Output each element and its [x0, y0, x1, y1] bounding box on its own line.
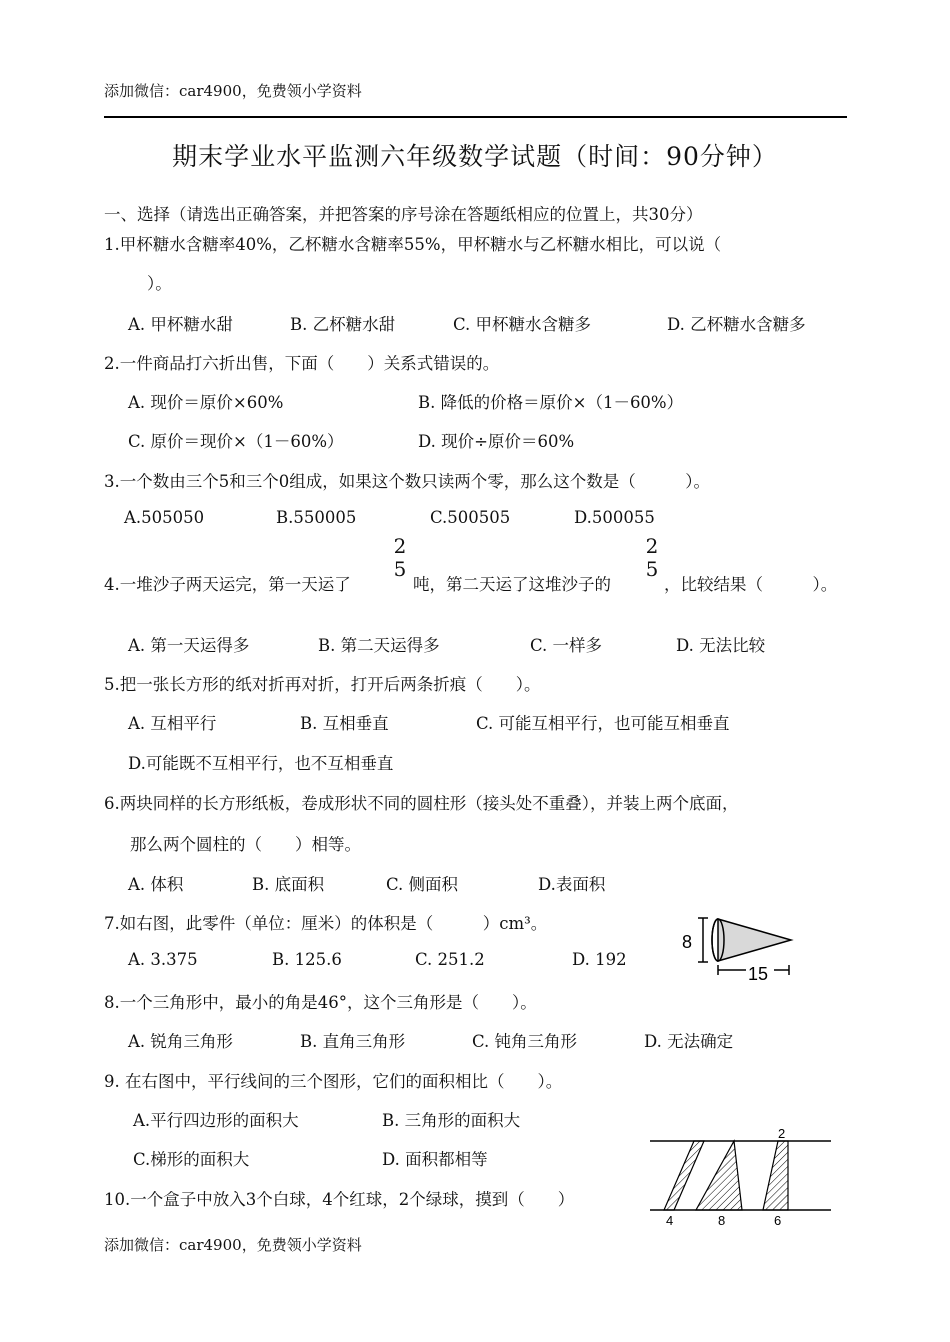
question-3-text: 3.一个数由三个5和三个0组成，如果这个数只读两个零，那么这个数是（ ）。 — [104, 472, 710, 491]
fraction-1-numerator: 2 — [393, 534, 407, 558]
parallelogram-shape — [664, 1141, 704, 1210]
parallel-shapes-figure — [648, 1122, 833, 1230]
question-9-option-c[interactable]: C.梯形的面积大 — [133, 1150, 250, 1169]
cone-body — [718, 919, 791, 961]
footer-note: 添加微信：car4900，免费领小学资料 — [104, 1236, 362, 1254]
question-7-option-b[interactable]: B. 125.6 — [272, 950, 342, 969]
question-3-option-b[interactable]: B.550005 — [276, 508, 357, 527]
question-4-option-b[interactable]: B. 第二天运得多 — [318, 636, 440, 655]
question-2-option-d[interactable]: D. 现价÷原价＝60% — [418, 432, 575, 451]
cone-length-label: 15 — [748, 964, 769, 984]
question-6-option-c[interactable]: C. 侧面积 — [386, 875, 459, 894]
question-8-option-a[interactable]: A. 锐角三角形 — [128, 1032, 233, 1051]
question-9-option-a[interactable]: A.平行四边形的面积大 — [133, 1111, 299, 1130]
question-9-option-d[interactable]: D. 面积都相等 — [382, 1150, 488, 1169]
question-5-option-b[interactable]: B. 互相垂直 — [300, 714, 389, 733]
question-1-option-b[interactable]: B. 乙杯糖水甜 — [290, 315, 396, 334]
question-7-option-d[interactable]: D. 192 — [572, 950, 627, 969]
trapezoid-shape — [763, 1141, 788, 1210]
question-6-text: 6.两块同样的长方形纸板，卷成形状不同的圆柱形（接头处不重叠），并装上两个底面， — [104, 794, 739, 813]
question-2-text: 2.一件商品打六折出售，下面（ ）关系式错误的。 — [104, 354, 500, 373]
question-6-option-a[interactable]: A. 体积 — [128, 875, 184, 894]
question-3-option-d[interactable]: D.500055 — [574, 508, 655, 527]
question-1-text-cont: ）。 — [147, 274, 172, 293]
question-4-option-c[interactable]: C. 一样多 — [530, 636, 603, 655]
fraction-2-denominator: 5 — [642, 557, 662, 580]
question-7-text: 7.如右图，此零件（单位：厘米）的体积是（ ）cm³。 — [104, 914, 548, 933]
fraction-2 — [642, 535, 662, 580]
question-5-text: 5.把一张长方形的纸对折再对折，打开后两条折痕（ ）。 — [104, 675, 541, 694]
figure-label-top: 2 — [778, 1126, 786, 1141]
question-8-text: 8.一个三角形中，最小的角是46°，这个三角形是（ ）。 — [104, 993, 537, 1012]
question-3-option-c[interactable]: C.500505 — [430, 508, 511, 527]
question-4-option-a[interactable]: A. 第一天运得多 — [128, 636, 250, 655]
figure-label-triangle: 8 — [718, 1213, 726, 1228]
question-5-option-c[interactable]: C. 可能互相平行，也可能互相垂直 — [476, 714, 730, 733]
question-7-option-a[interactable]: A. 3.375 — [128, 950, 198, 969]
question-10-text: 10.一个盒子中放入3个白球，4个红球，2个绿球，摸到（ ） — [104, 1190, 575, 1209]
question-7-option-c[interactable]: C. 251.2 — [415, 950, 485, 969]
fraction-1-denominator: 5 — [390, 557, 410, 580]
question-4-text-mid: 吨，第二天运了这堆沙子的 — [413, 575, 611, 594]
figure-label-trapezoid: 6 — [774, 1213, 782, 1228]
question-4-text: 4.一堆沙子两天运完，第一天运了 — [104, 575, 351, 594]
header-note: 添加微信：car4900，免费领小学资料 — [104, 82, 362, 100]
question-6-text-cont: 那么两个圆柱的（ ）相等。 — [130, 835, 361, 854]
question-9-text: 9. 在右图中，平行线间的三个图形，它们的面积相比（ ）。 — [104, 1072, 563, 1091]
question-5-option-d[interactable]: D.可能既不互相平行，也不互相垂直 — [128, 754, 394, 773]
question-8-option-d[interactable]: D. 无法确定 — [644, 1032, 734, 1051]
page-title: 期末学业水平监测六年级数学试题（时间：90分钟） — [172, 142, 778, 171]
question-1-option-d[interactable]: D. 乙杯糖水含糖多 — [667, 315, 806, 334]
question-6-option-b[interactable]: B. 底面积 — [252, 875, 325, 894]
figure-label-parallelogram: 4 — [666, 1213, 674, 1228]
question-2-option-c[interactable]: C. 原价＝现价×（1－60%） — [128, 432, 344, 451]
question-8-option-b[interactable]: B. 直角三角形 — [300, 1032, 406, 1051]
question-1-option-c[interactable]: C. 甲杯糖水含糖多 — [453, 315, 592, 334]
cone-figure — [676, 910, 796, 985]
triangle-shape — [696, 1141, 742, 1210]
question-4-text-end: ，比较结果（ ）。 — [664, 575, 838, 594]
fraction-1 — [390, 535, 410, 580]
question-2-option-b[interactable]: B. 降低的价格＝原价×（1－60%） — [418, 393, 684, 412]
question-1-text: 1.甲杯糖水含糖率40%，乙杯糖水含糖率55%，甲杯糖水与乙杯糖水相比，可以说（ — [104, 235, 722, 254]
section-heading: 一、选择（请选出正确答案，并把答案的序号涂在答题纸相应的位置上，共30分） — [104, 205, 703, 224]
question-8-option-c[interactable]: C. 钝角三角形 — [472, 1032, 578, 1051]
question-3-option-a[interactable]: A.505050 — [124, 508, 205, 527]
question-6-option-d[interactable]: D.表面积 — [538, 875, 606, 894]
question-9-option-b[interactable]: B. 三角形的面积大 — [382, 1111, 521, 1130]
question-1-option-a[interactable]: A. 甲杯糖水甜 — [128, 315, 233, 334]
cone-height-label: 8 — [682, 932, 693, 952]
header-divider — [104, 116, 847, 118]
question-5-option-a[interactable]: A. 互相平行 — [128, 714, 217, 733]
question-4-option-d[interactable]: D. 无法比较 — [676, 636, 766, 655]
fraction-2-numerator: 2 — [645, 534, 659, 558]
question-2-option-a[interactable]: A. 现价＝原价×60% — [128, 393, 284, 412]
